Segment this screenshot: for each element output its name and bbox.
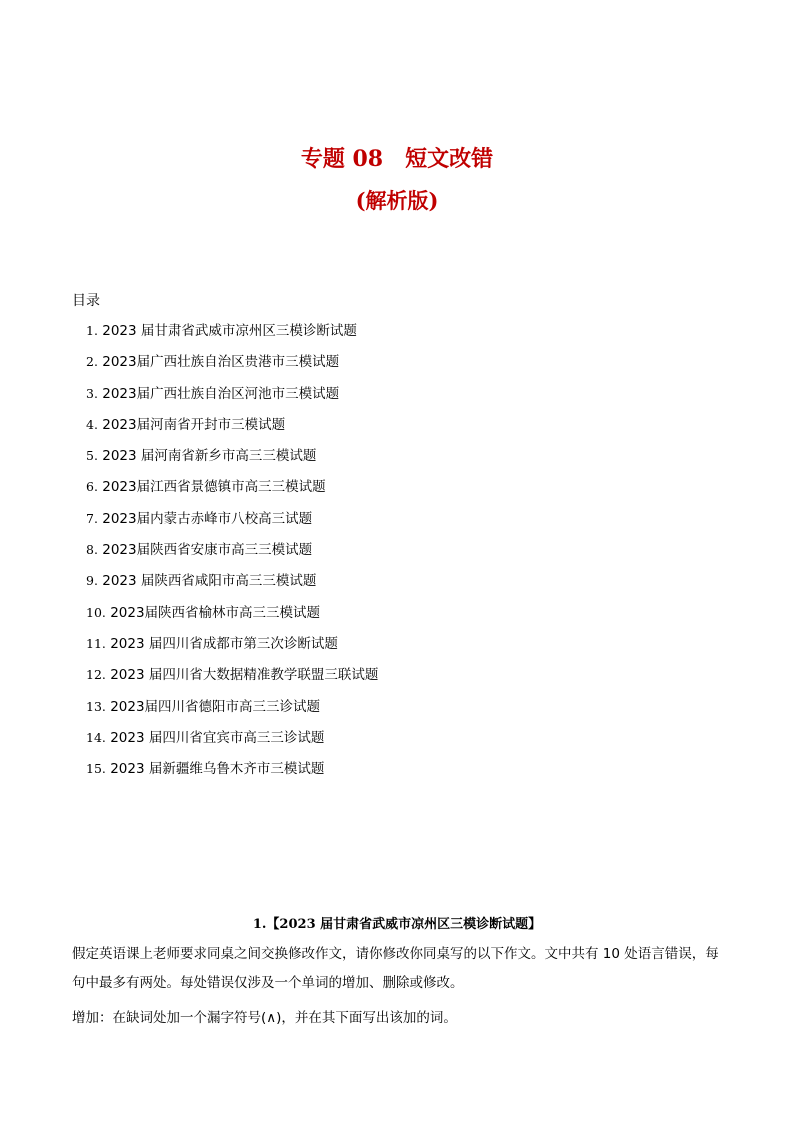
toc-item[interactable]	[86, 508, 378, 539]
topic-name: 短文改错	[405, 146, 494, 172]
toc-item[interactable]	[86, 633, 378, 664]
toc-item-number: 6.	[86, 479, 98, 495]
toc-item-label: 2023届江西省景德镇市高三三模试题	[102, 479, 326, 496]
toc-item-number: 1.	[86, 323, 98, 338]
toc-item-number: 9.	[86, 573, 98, 589]
toc-item-number: 11.	[86, 635, 106, 651]
toc-item-label: 2023 届陕西省咸阳市高三三模试题	[102, 573, 317, 590]
toc-item[interactable]	[86, 414, 378, 445]
toc-heading: 目录	[72, 293, 100, 309]
toc-item[interactable]	[86, 758, 378, 789]
toc-item-label: 2023届内蒙古赤峰市八校高三试题	[102, 510, 313, 527]
toc-item-label: 2023 届新疆维乌鲁木齐市三模试题	[110, 761, 325, 778]
toc-item-number: 15.	[86, 761, 106, 777]
topic-number: 专题 08	[300, 146, 384, 172]
toc-item[interactable]	[86, 476, 378, 507]
document-title	[0, 142, 794, 173]
toc-item-label: 2023届陕西省榆林市高三三模试题	[110, 604, 321, 621]
toc-item-number: 8.	[86, 542, 98, 558]
toc-item[interactable]	[86, 664, 378, 695]
toc-item-number: 5.	[86, 448, 98, 464]
toc-item-label: 2023届河南省开封市三模试题	[102, 416, 286, 433]
toc-item[interactable]	[86, 383, 378, 414]
toc-item-number: 10.	[86, 604, 106, 620]
toc-item-number: 3.	[86, 385, 98, 401]
toc-item-number: 4.	[86, 416, 98, 432]
toc-item-label: 2023届广西壮族自治区贵港市三模试题	[102, 354, 340, 371]
toc-item-number: 12.	[86, 667, 106, 683]
document-subtitle: (解析版)	[355, 188, 439, 213]
toc-item-label: 2023 届四川省大数据精准教学联盟三联试题	[110, 667, 379, 684]
toc-item-label: 2023 届四川省宜宾市高三三诊试题	[110, 729, 325, 746]
toc-item[interactable]	[86, 351, 378, 382]
toc-item[interactable]	[86, 727, 378, 758]
section-heading: 1.【2023 届甘肃省武威市凉州区三模诊断试题】	[252, 917, 542, 932]
toc-item-number: 14.	[86, 729, 106, 745]
table-of-contents	[86, 320, 378, 789]
instruction-add-rule: 增加：在缺词处加一个漏字符号(∧)，并在其下面写出该加的词。	[72, 1010, 457, 1026]
toc-item-label: 2023届陕西省安康市高三三模试题	[102, 542, 313, 559]
toc-item[interactable]	[86, 602, 378, 633]
toc-item-number: 7.	[86, 510, 98, 526]
toc-item-number: 13.	[86, 698, 106, 714]
toc-item[interactable]	[86, 539, 378, 570]
instruction-paragraph: 假定英语课上老师要求同桌之间交换修改作文，请你修改你同桌写的以下作文。文中共有 10 处语言错误，每句中最多有两处。每处错误仅涉及一个单词的增加、删除或修改。	[72, 946, 719, 991]
toc-item-label: 2023 届甘肃省武威市凉州区三模诊断试题	[102, 323, 357, 339]
toc-item-number: 2.	[86, 354, 98, 370]
toc-item[interactable]	[86, 570, 378, 601]
toc-item-label: 2023届广西壮族自治区河池市三模试题	[102, 385, 340, 402]
toc-item-label: 2023届四川省德阳市高三三诊试题	[110, 698, 321, 715]
toc-item[interactable]	[86, 445, 378, 476]
toc-item[interactable]	[86, 696, 378, 727]
toc-item-label: 2023 届河南省新乡市高三三模试题	[102, 448, 317, 465]
toc-item[interactable]	[86, 320, 378, 351]
toc-item-label: 2023 届四川省成都市第三次诊断试题	[110, 635, 338, 652]
